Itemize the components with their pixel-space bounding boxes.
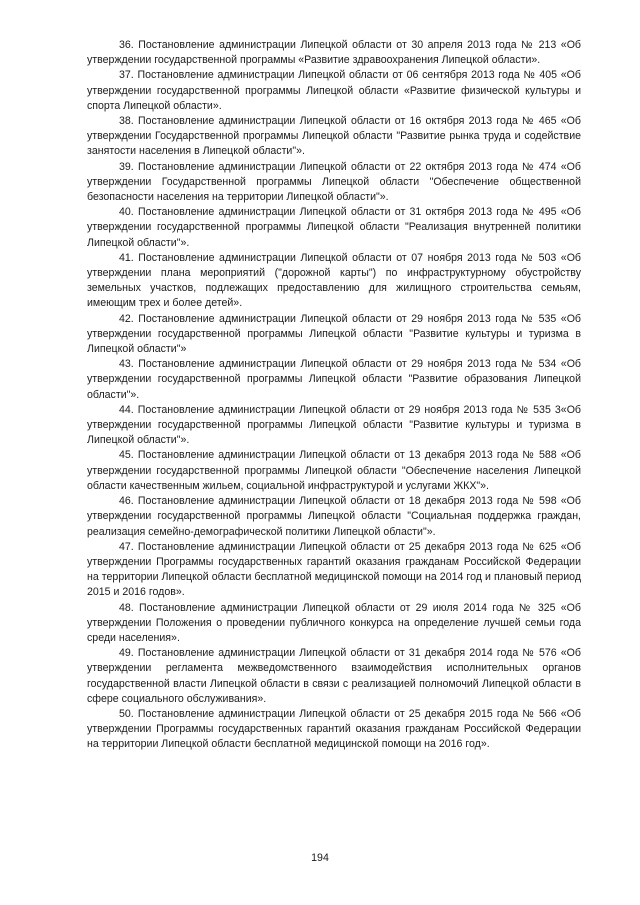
page-number: 194 bbox=[311, 852, 329, 864]
list-item-46: 46. Постановление администрации Липецкой области от 18 декабря 2013 года № 598 «Об утверждении государственной программы Липецкой области "Социальная поддержка граждан, реализация семейно-демографической политики Липецкой области"». bbox=[87, 495, 581, 538]
list-item-47: 47. Постановление администрации Липецкой области от 25 декабря 2013 года № 625 «Об утверждении Программы государственных гарантий оказания гражданам Российской Федерации на территории Липецкой области бесплатной медицинской помощи на 2014 год и плановый период 2015 и 2016 годов». bbox=[87, 540, 581, 599]
list-item-41: 41. Постановление администрации Липецкой области от 07 ноября 2013 года № 503 «Об утверждении плана мероприятий ("дорожной карты") по инфраструктурному обустройству земельных участков, подлежащих предоставлению для жилищного строительства семьям, имеющим трех и более детей». bbox=[87, 251, 581, 310]
list-item-37: 37. Постановление администрации Липецкой области от 06 сентября 2013 года № 405 «Об утверждении государственной программы Липецкой области «Развитие физической культуры и спорта Липецкой области». bbox=[87, 69, 581, 112]
list-item-38: 38. Постановление администрации Липецкой области от 16 октября 2013 года № 465 «Об утверждении Государственной программы Липецкой области "Развитие рынка труда и содействие занятости населения в Липецкой области"». bbox=[87, 115, 581, 158]
document-body bbox=[87, 38, 581, 753]
list-item-48: 48. Постановление администрации Липецкой области от 29 июля 2014 года № 325 «Об утверждении Положения о проведении публичного конкурса на определение лучшей семьи года среди населения». bbox=[87, 601, 581, 644]
list-item-44: 44. Постановление администрации Липецкой области от 29 ноября 2013 года № 535 3«Об утверждении государственной программы Липецкой области "Развитие культуры и туризма в Липецкой области"». bbox=[87, 403, 581, 447]
list-item-40: 40. Постановление администрации Липецкой области от 31 октября 2013 года № 495 «Об утверждении государственной программы Липецкой области "Реализация внутренней политики Липецкой области"». bbox=[87, 206, 581, 249]
list-item-36: 36. Постановление администрации Липецкой области от 30 апреля 2013 года № 213 «Об утверждении государственной программы «Развитие здравоохранения Липецкой области». bbox=[87, 39, 581, 67]
list-item-45: 45. Постановление администрации Липецкой области от 13 декабря 2013 года № 588 «Об утверждении государственной программы Липецкой области "Обеспечение населения Липецкой области качественным жильем, социальной инфраструктурой и услугами ЖКХ"». bbox=[87, 449, 581, 492]
list-item-39: 39. Постановление администрации Липецкой области от 22 октября 2013 года № 474 «Об утверждении Государственной программы Липецкой области "Обеспечение общественной безопасности населения на территории Липецкой области"». bbox=[87, 160, 581, 204]
list-item-49: 49. Постановление администрации Липецкой области от 31 декабря 2014 года № 576 «Об утверждении регламента межведомственного взаимодействия исполнительных органов государственной власти Липецкой области в связи с реализацией полномочий Липецкой области в сфере социального обслуживания». bbox=[87, 647, 581, 705]
list-item-42: 42. Постановление администрации Липецкой области от 29 ноября 2013 года № 535 «Об утверждении государственной программы Липецкой области "Развитие культуры и туризма в Липецкой области"» bbox=[87, 312, 581, 356]
list-item-50: 50. Постановление администрации Липецкой области от 25 декабря 2015 года № 566 «Об утверждении Программы государственных гарантий оказания гражданам Российской Федерации на территории Липецкой области бесплатной медицинской помощи на 2016 год». bbox=[87, 707, 581, 751]
list-item-43: 43. Постановление администрации Липецкой области от 29 ноября 2013 года № 534 «Об утверждении государственной программы Липецкой области "Развитие образования Липецкой области"». bbox=[87, 358, 581, 401]
